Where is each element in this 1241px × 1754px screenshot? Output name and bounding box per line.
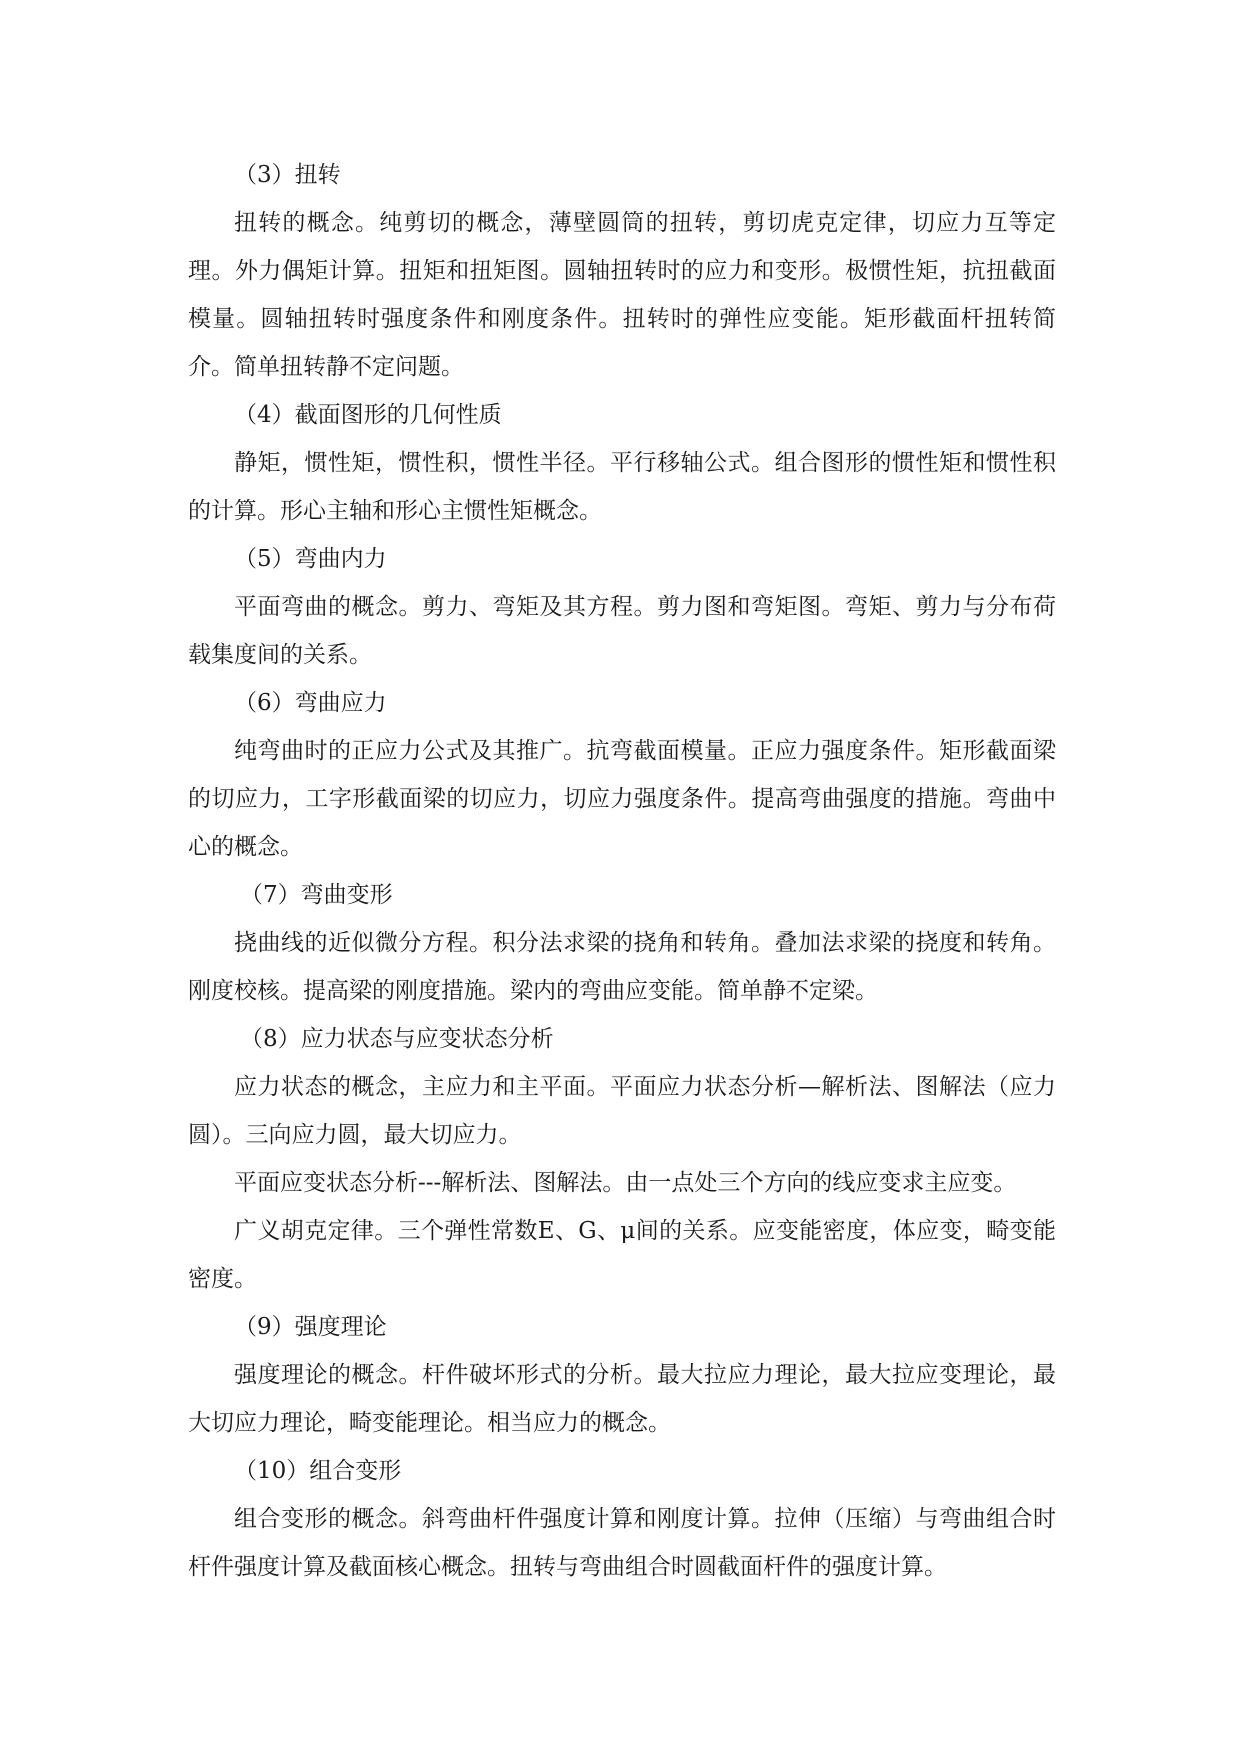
document-body bbox=[188, 151, 1056, 1591]
section-paragraph: 扭转的概念。纯剪切的概念，薄壁圆筒的扭转，剪切虎克定律，切应力互等定理。外力偶矩计算。扭矩和扭矩图。圆轴扭转时的应力和变形。极惯性矩，抗扭截面模量。圆轴扭转时强度条件和刚度条件。扭转时的弹性应变能。矩形截面杆扭转简介。简单扭转静不定问题。 bbox=[188, 210, 1056, 380]
section-paragraph: 广义胡克定律。三个弹性常数E、G、μ间的关系。应变能密度，体应变，畸变能密度。 bbox=[188, 1218, 1056, 1292]
section-heading: （8）应力状态与应变状态分析 bbox=[240, 1026, 554, 1052]
section-bending-deformation bbox=[188, 871, 1056, 1015]
section-heading: （10）组合变形 bbox=[234, 1458, 402, 1484]
section-strength-theory bbox=[188, 1303, 1056, 1447]
section-heading: （9）强度理论 bbox=[234, 1314, 387, 1340]
section-bending-internal-force bbox=[188, 535, 1056, 679]
section-paragraph: 平面弯曲的概念。剪力、弯矩及其方程。剪力图和弯矩图。弯矩、剪力与分布荷载集度间的关系。 bbox=[188, 594, 1056, 668]
section-paragraph: 平面应变状态分析---解析法、图解法。由一点处三个方向的线应变求主应变。 bbox=[234, 1170, 1017, 1196]
section-paragraph: 应力状态的概念，主应力和主平面。平面应力状态分析—解析法、图解法（应力圆）。三向应力圆，最大切应力。 bbox=[188, 1074, 1056, 1148]
section-heading: （3）扭转 bbox=[234, 162, 341, 188]
section-torsion bbox=[188, 151, 1056, 391]
section-paragraph: 强度理论的概念。杆件破坏形式的分析。最大拉应力理论，最大拉应变理论，最大切应力理论，畸变能理论。相当应力的概念。 bbox=[188, 1362, 1056, 1436]
section-bending-stress bbox=[188, 679, 1056, 871]
section-stress-strain-analysis bbox=[188, 1015, 1056, 1303]
section-paragraph: 静矩，惯性矩，惯性积，惯性半径。平行移轴公式。组合图形的惯性矩和惯性积的计算。形心主轴和形心主惯性矩概念。 bbox=[188, 450, 1056, 524]
section-paragraph: 挠曲线的近似微分方程。积分法求梁的挠角和转角。叠加法求梁的挠度和转角。刚度校核。提高梁的刚度措施。梁内的弯曲应变能。简单静不定梁。 bbox=[188, 930, 1056, 1004]
section-combined-deformation bbox=[188, 1447, 1056, 1591]
section-paragraph: 组合变形的概念。斜弯曲杆件强度计算和刚度计算。拉伸（压缩）与弯曲组合时杆件强度计算及截面核心概念。扭转与弯曲组合时圆截面杆件的强度计算。 bbox=[188, 1506, 1056, 1580]
section-heading: （7）弯曲变形 bbox=[240, 882, 393, 908]
section-heading: （5）弯曲内力 bbox=[234, 546, 387, 572]
section-heading: （4）截面图形的几何性质 bbox=[234, 402, 502, 428]
section-heading: （6）弯曲应力 bbox=[234, 690, 387, 716]
section-geometric-properties bbox=[188, 391, 1056, 535]
section-paragraph: 纯弯曲时的正应力公式及其推广。抗弯截面模量。正应力强度条件。矩形截面梁的切应力，工字形截面梁的切应力，切应力强度条件。提高弯曲强度的措施。弯曲中心的概念。 bbox=[188, 738, 1056, 860]
